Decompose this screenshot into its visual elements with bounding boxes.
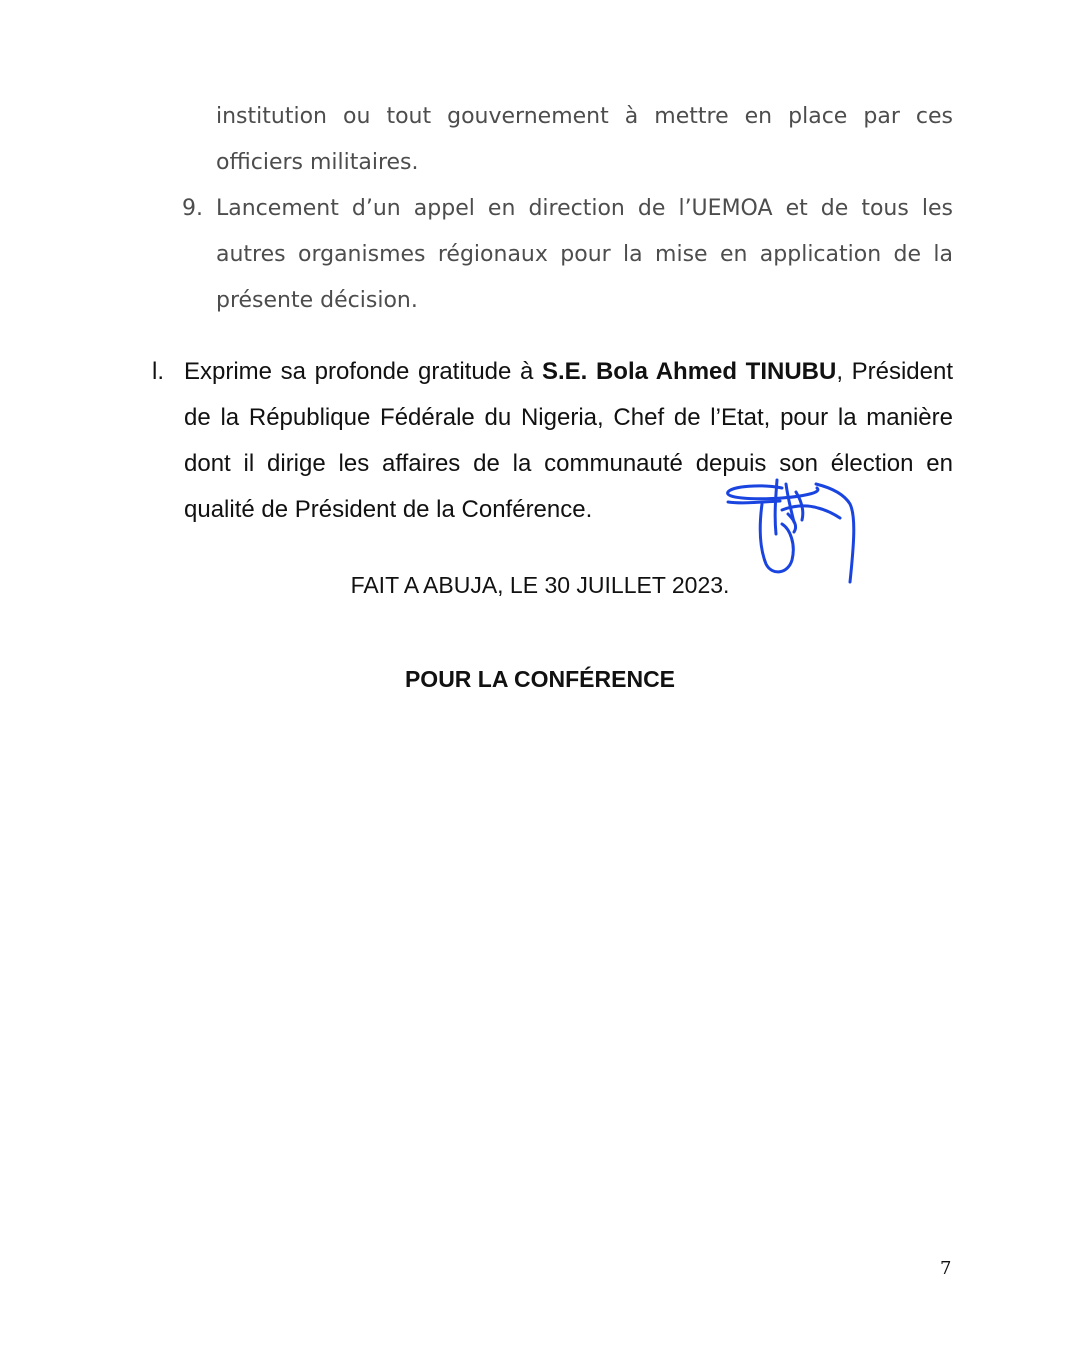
signature-strokes <box>728 480 854 582</box>
sub-list <box>182 94 953 324</box>
president-name: S.E. Bola Ahmed TINUBU <box>541 358 837 385</box>
page-number: 7 <box>940 1258 952 1279</box>
main-item-text-after: , Président de la République Fédérale du Nigeria, Chef de l’Etat, pour la manière dont il dirige les affaires de la communauté depuis son élection en qualité de Président de la Conférence. <box>184 358 954 523</box>
main-item-number: l. <box>152 358 164 385</box>
sub-item-9 <box>182 186 953 324</box>
signing-place-date: FAIT A ABUJA, LE 30 JUILLET 2023. <box>350 572 730 598</box>
sub-item-continuation: institution ou tout gouvernement à mettre en place par ces officiers militaires. <box>216 104 953 175</box>
sub-item-text: Lancement d’un appel en direction de l’UEMOA et de tous les autres organismes régionaux pour la mise en application de la présente décision. <box>216 196 953 313</box>
sub-item-number: 9. <box>182 196 203 221</box>
handwritten-signature <box>722 474 862 586</box>
main-item-text-before: Exprime sa profonde gratitude à <box>184 358 542 385</box>
for-the-conference-heading: POUR LA CONFÉRENCE <box>404 666 676 692</box>
